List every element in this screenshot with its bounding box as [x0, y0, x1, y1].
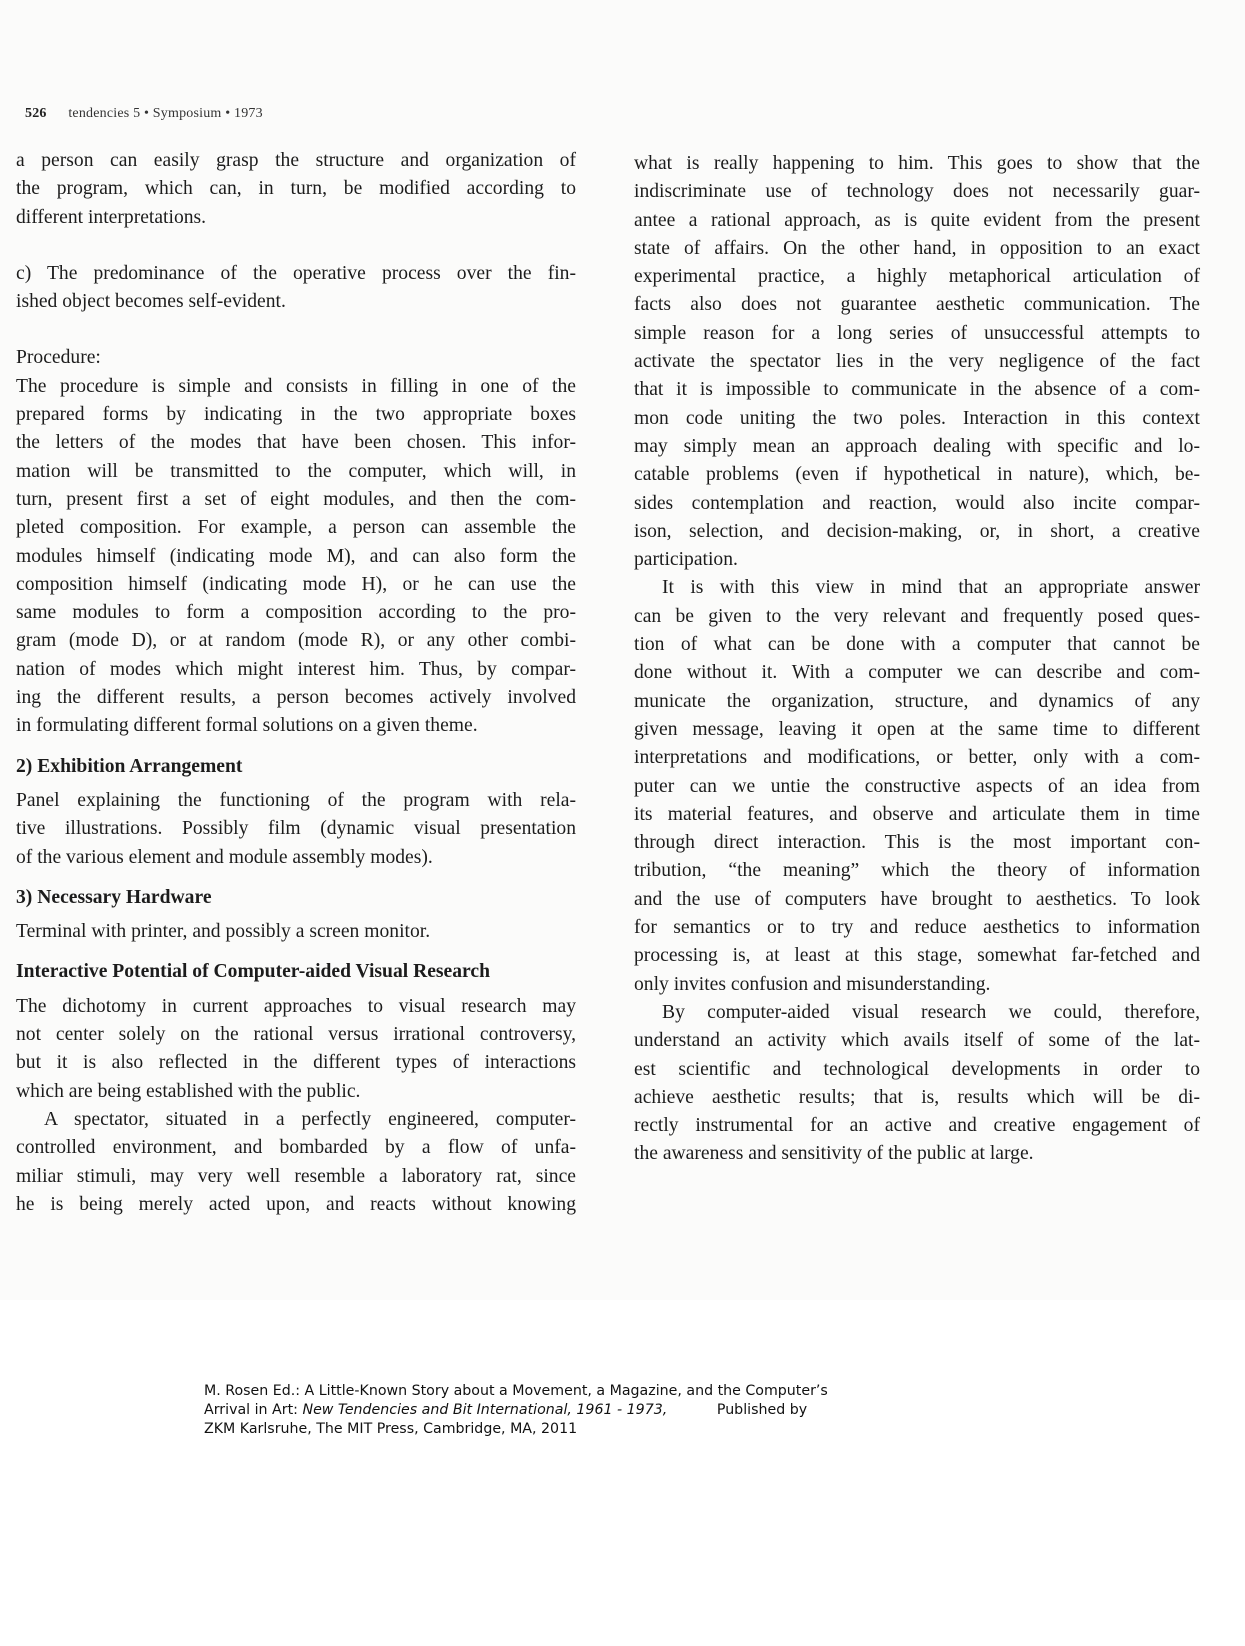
- text-line: est scientific and technological developments in order to: [634, 1058, 1200, 1080]
- paragraph: [16, 260, 576, 317]
- paragraph: [16, 918, 576, 946]
- text-line: c) The predominance of the operative process over the fin-: [16, 262, 576, 284]
- paragraph: [16, 993, 576, 1106]
- text-line: and the use of computers have brought to aesthetics. To look: [634, 888, 1200, 910]
- text-line: The dichotomy in current approaches to visual research may: [16, 995, 576, 1017]
- citation-published-by: Published by: [667, 1402, 808, 1418]
- text-line: same modules to form a composition according to the pro-: [16, 602, 576, 624]
- text-line: participation.: [634, 549, 738, 571]
- text-line: modules himself (indicating mode M), and can also form the: [16, 545, 576, 567]
- text-line: processing is, at least at this stage, somewhat far-fetched and: [634, 945, 1200, 967]
- text-line: prepared forms by indicating in the two appropriate boxes: [16, 404, 576, 426]
- left-column: [16, 147, 576, 1219]
- text-line: not center solely on the rational versus irrational controversy,: [16, 1024, 576, 1046]
- text-line: Terminal with printer, and possibly a screen monitor.: [16, 921, 431, 943]
- text-line: in formulating different formal solutions on a given theme.: [16, 715, 478, 737]
- text-line: the program, which can, in turn, be modified according to: [16, 178, 576, 200]
- paragraph: [16, 147, 576, 232]
- text-line: understand an activity which avails itself of some of the lat-: [634, 1030, 1200, 1052]
- text-line: what is really happening to him. This goes to show that the: [634, 153, 1200, 174]
- text-line: ing the different results, a person becomes actively involved: [16, 687, 576, 709]
- text-line: The procedure is simple and consists in filling in one of the: [16, 375, 576, 397]
- text-line: tion of what can be done with a computer that cannot be: [634, 634, 1200, 656]
- right-column: [634, 150, 1200, 1169]
- citation-line-2-prefix: Arrival in Art:: [204, 1402, 303, 1418]
- section-heading: 2) Exhibition Arrangement: [16, 755, 243, 777]
- paragraph: [16, 373, 576, 741]
- text-line: interpretations and modifications, or better, only with a com-: [634, 747, 1200, 769]
- text-line: achieve aesthetic results; that is, results which will be di-: [634, 1086, 1200, 1108]
- text-line: rectly instrumental for an active and creative engagement of: [634, 1115, 1200, 1137]
- section-heading: Interactive Potential of Computer-aided Visual Research: [16, 961, 490, 983]
- text-line: done without it. With a computer we can describe and com-: [634, 662, 1200, 684]
- text-line: through direct interaction. This is the most important con-: [634, 832, 1200, 854]
- citation: [204, 1382, 828, 1439]
- text-line: the letters of the modes that have been chosen. This infor-: [16, 432, 576, 454]
- text-line: state of affairs. On the other hand, in opposition to an exact: [634, 237, 1200, 259]
- paragraph: [634, 999, 1200, 1169]
- text-line: controlled environment, and bombarded by a flow of unfa-: [16, 1137, 576, 1159]
- text-line: puter can we untie the constructive aspects of an idea from: [634, 775, 1200, 797]
- text-line: nation of modes which might interest him. Thus, by compar-: [16, 658, 576, 680]
- text-line: municate the organization, structure, and dynamics of any: [634, 690, 1200, 712]
- text-line: By computer-aided visual research we could, therefore,: [662, 1001, 1200, 1023]
- paragraph: [634, 574, 1200, 998]
- text-line: facts also does not guarantee aesthetic communication. The: [634, 294, 1200, 316]
- text-line: turn, present first a set of eight modules, and then the com-: [16, 488, 576, 510]
- text-line: experimental practice, a highly metaphorical articulation of: [634, 266, 1200, 288]
- page-number: 526: [25, 106, 47, 121]
- text-line: ison, selection, and decision-making, or, in short, a creative: [634, 520, 1200, 542]
- text-line: composition himself (indicating mode H), or he can use the: [16, 573, 576, 595]
- text-line: tribution, “the meaning” which the theory of information: [634, 860, 1200, 882]
- text-line: which are being established with the public.: [16, 1080, 361, 1102]
- text-line: tive illustrations. Possibly film (dynamic visual presentation: [16, 818, 576, 840]
- text-line: the awareness and sensitivity of the public at large.: [634, 1143, 1034, 1165]
- text-line: of the various element and module assembly modes).: [16, 846, 433, 868]
- text-line: indiscriminate use of technology does not necessarily guar-: [634, 181, 1200, 203]
- text-line: given message, leaving it open at the same time to different: [634, 718, 1200, 740]
- running-head: [25, 106, 263, 122]
- text-line: mon code uniting the two poles. Interaction in this context: [634, 407, 1200, 429]
- text-line: miliar stimuli, may very well resemble a laboratory rat, since: [16, 1165, 576, 1187]
- text-line: different interpretations.: [16, 206, 207, 228]
- text-line: pleted composition. For example, a person can assemble the: [16, 517, 576, 539]
- text-line: its material features, and observe and articulate them in time: [634, 803, 1200, 825]
- citation-line-3: ZKM Karlsruhe, The MIT Press, Cambridge, MA, 2011: [204, 1421, 578, 1437]
- text-line: A spectator, situated in a perfectly engineered, computer-: [44, 1108, 576, 1130]
- text-line: antee a rational approach, as is quite evident from the present: [634, 209, 1200, 231]
- text-line: sides contemplation and reaction, would also incite compar-: [634, 492, 1200, 514]
- procedure-label: Procedure:: [16, 347, 101, 369]
- text-line: catable problems (even if hypothetical in nature), which, be-: [634, 464, 1200, 486]
- text-line: a person can easily grasp the structure and organization of: [16, 150, 576, 171]
- paragraph: [16, 787, 576, 872]
- citation-book-title: New Tendencies and Bit International, 1961 - 1973,: [302, 1402, 668, 1418]
- text-line: can be given to the very relevant and frequently posed ques-: [634, 605, 1200, 627]
- text-line: ished object becomes self-evident.: [16, 291, 286, 313]
- text-line: Panel explaining the functioning of the program with rela-: [16, 789, 576, 811]
- running-head-title: tendencies 5 • Symposium • 1973: [68, 106, 263, 121]
- text-line: simple reason for a long series of unsuccessful attempts to: [634, 322, 1200, 344]
- text-line: but it is also reflected in the different types of interactions: [16, 1052, 576, 1074]
- citation-line-1: M. Rosen Ed.: A Little-Known Story about a Movement, a Magazine, and the Computer’s: [204, 1383, 828, 1399]
- text-line: gram (mode D), or at random (mode R), or any other combi-: [16, 630, 576, 652]
- section-heading: 3) Necessary Hardware: [16, 886, 212, 908]
- text-line: he is being merely acted upon, and reacts without knowing: [16, 1193, 576, 1215]
- text-line: that it is impossible to communicate in the absence of a com-: [634, 379, 1200, 401]
- paragraph: [16, 1106, 576, 1219]
- text-line: It is with this view in mind that an appropriate answer: [662, 577, 1200, 599]
- text-line: only invites confusion and misunderstanding.: [634, 973, 991, 995]
- text-line: mation will be transmitted to the computer, which will, in: [16, 460, 576, 482]
- text-line: may simply mean an approach dealing with specific and lo-: [634, 435, 1200, 457]
- text-line: activate the spectator lies in the very negligence of the fact: [634, 351, 1200, 373]
- text-line: for semantics or to try and reduce aesthetics to information: [634, 917, 1200, 939]
- paragraph: [634, 150, 1200, 574]
